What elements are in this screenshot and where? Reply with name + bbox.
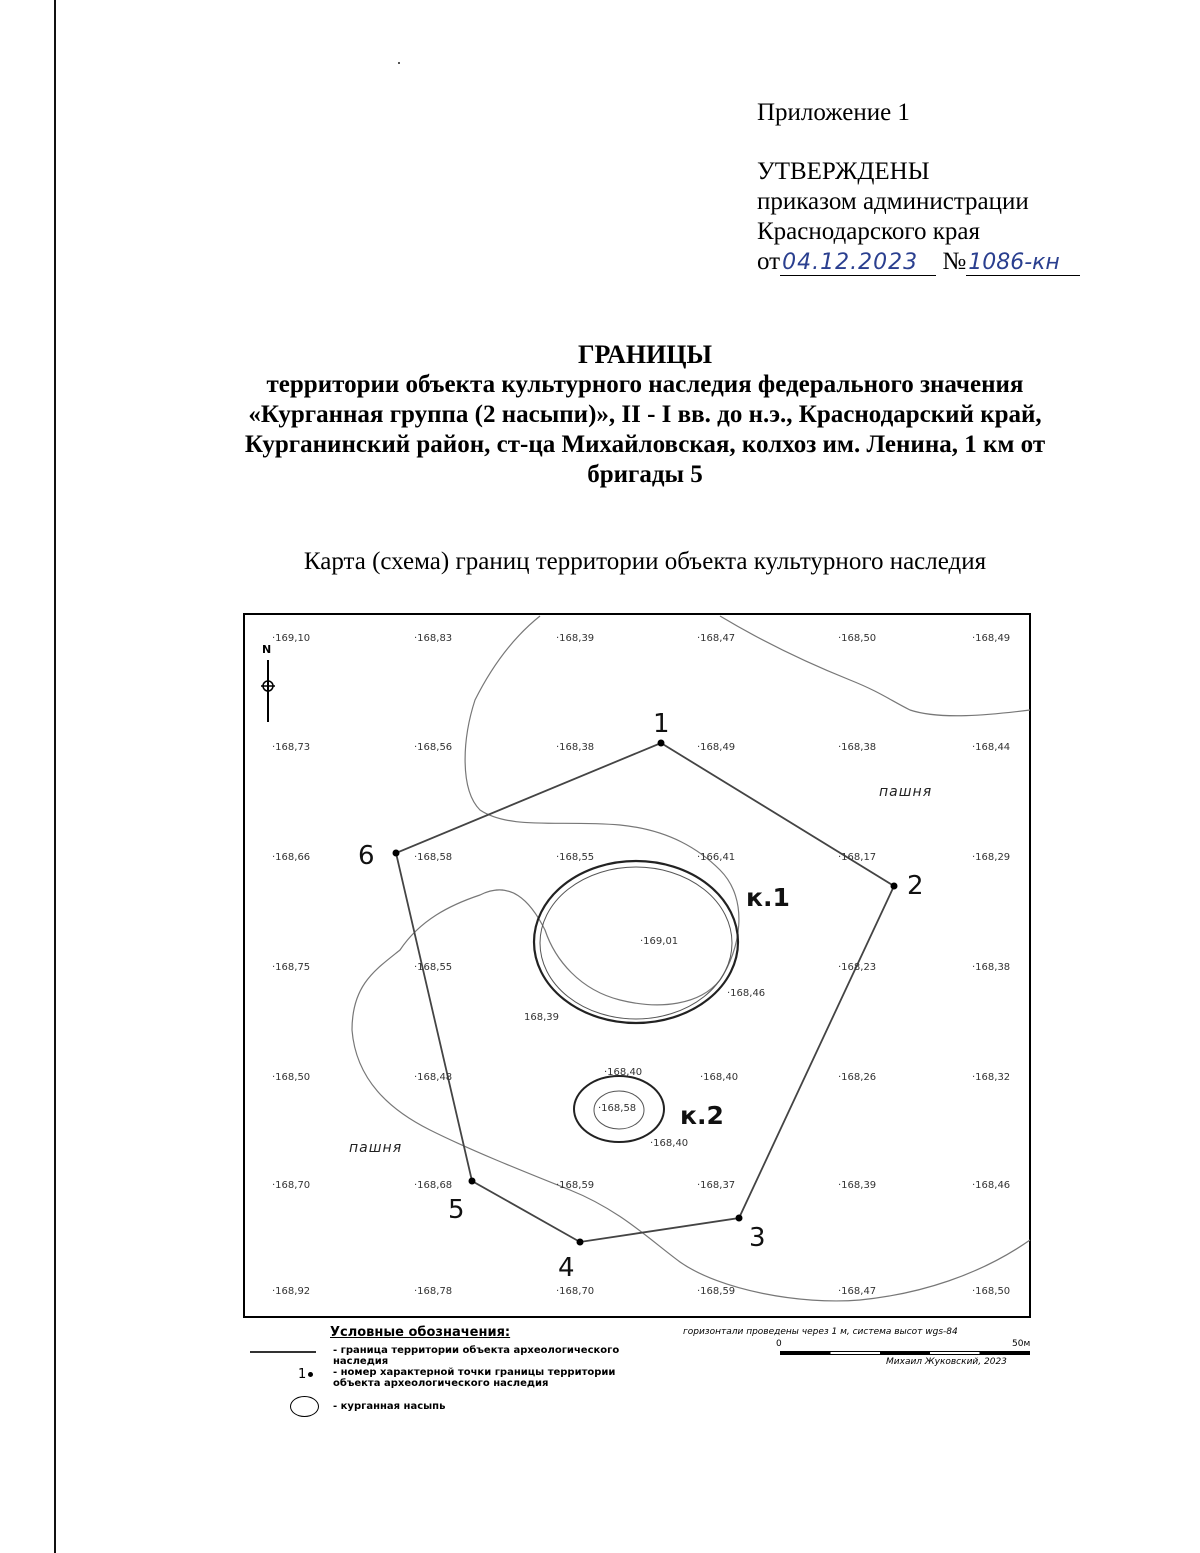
boundary-points: [358, 709, 924, 1283]
title-line-3: «Курганная группа (2 насыпи)», II - I вв. до н.э., Краснодарский край,: [248, 401, 1042, 428]
map-subtitle: Карта (схема) границ территории объекта культурного наследия: [303, 548, 987, 575]
elevation-mark: ·166,41: [697, 852, 736, 863]
elevation-mark: ·168,50: [272, 1072, 311, 1083]
title-line-4: Курганинский район, ст-ца Михайловская, колхоз им. Ленина, 1 км от: [244, 431, 1046, 458]
elevation-mark: ·168,68: [414, 1180, 453, 1191]
elevation-mark: ·168,66: [272, 852, 311, 863]
boundary-point-number: 5: [448, 1195, 465, 1225]
elevation-mark: ·168,83: [414, 633, 453, 644]
contour-line: [720, 616, 1030, 716]
handwritten-date: 04.12.2023: [780, 251, 936, 276]
elevation-mark: ·168,32: [972, 1072, 1011, 1083]
approved-label: УТВЕРЖДЕНЫ: [757, 158, 930, 185]
elevation-mark: 168,39: [524, 1012, 559, 1023]
mound-1-inner: [540, 867, 732, 1019]
elevation-grid: [272, 633, 1010, 1297]
elevation-mark: ·168,55: [414, 962, 453, 973]
mound-1-outer: [534, 861, 738, 1023]
elevation-mark: ·168,48: [414, 1072, 453, 1083]
elevation-mark: ·168,38: [972, 962, 1011, 973]
elevation-mark: ·168,58: [414, 852, 453, 863]
north-label: N: [262, 643, 272, 656]
elevation-mark: ·168,39: [838, 1180, 877, 1191]
boundary-point-marker: [393, 850, 400, 857]
boundary-point-marker: [469, 1178, 476, 1185]
elevation-mark: ·168,44: [972, 742, 1011, 753]
contour-note: горизонтали проведены через 1 м, система высот wgs-84: [683, 1327, 958, 1337]
boundary-point-marker: [891, 883, 898, 890]
legend-boundary-symbol: [250, 1351, 316, 1353]
territory-boundary: [396, 743, 894, 1242]
elevation-mark: ·168,75: [272, 962, 311, 973]
scale-max: 50м: [1012, 1339, 1031, 1349]
elevation-mark: ·168,47: [838, 1286, 877, 1297]
boundary-point-number: 3: [749, 1223, 766, 1253]
mound-1-label: к.1: [746, 883, 790, 912]
elevation-mark: ·168,50: [972, 1286, 1011, 1297]
elevation-mark: ·168,49: [697, 742, 736, 753]
elevation-mark: ·168,70: [556, 1286, 595, 1297]
elevation-mark: ·168,37: [697, 1180, 736, 1191]
legend-mound-text: - курганная насыпь: [333, 1401, 446, 1412]
boundary-point-marker: [577, 1239, 584, 1246]
elevation-mark: ·168,38: [838, 742, 877, 753]
elevation-mark: ·168,49: [972, 633, 1011, 644]
legend-point-text: - номер характерной точки границы территории объекта археологического наследия: [333, 1367, 616, 1389]
boundary-point-marker: [658, 740, 665, 747]
elevation-mark: ·169,10: [272, 633, 311, 644]
legend-title: Условные обозначения:: [330, 1325, 511, 1340]
boundary-point-number: 2: [907, 871, 924, 901]
map-author: Михаил Жуковский, 2023: [886, 1357, 1007, 1367]
from-label: от: [757, 248, 781, 275]
elevation-mark: ·168,40: [650, 1138, 689, 1149]
elevation-mark: ·168,46: [972, 1180, 1011, 1191]
legend-boundary-text: - граница территории объекта археологического наследия: [333, 1345, 620, 1367]
elevation-mark: ·168,59: [556, 1180, 595, 1191]
title-line-2: территории объекта культурного наследия федерального значения: [266, 371, 1024, 398]
elevation-mark: ·168,39: [556, 633, 595, 644]
elevation-mark: ·168,29: [972, 852, 1011, 863]
handwritten-number: 1086-кн: [966, 251, 1080, 276]
elevation-mark: ·168,59: [697, 1286, 736, 1297]
order-line-2: Краснодарского края: [757, 218, 980, 245]
elevation-mark: ·169,01: [640, 936, 679, 947]
land-label-arable: пашня: [879, 784, 933, 800]
elevation-mark: ·168,17: [838, 852, 877, 863]
boundary-point-number: 6: [358, 841, 375, 871]
elevation-mark: ·168,38: [556, 742, 595, 753]
elevation-mark: ·168,92: [272, 1286, 311, 1297]
title-line-1: ГРАНИЦЫ: [577, 340, 713, 369]
legend-mound-symbol: [290, 1396, 319, 1417]
scale-zero: 0: [776, 1339, 782, 1349]
boundary-point-number: 1: [653, 709, 670, 739]
order-line-1: приказом администрации: [757, 188, 1029, 215]
elevation-mark: ·168,56: [414, 742, 453, 753]
elevation-mark: ·168,46: [727, 988, 766, 999]
elevation-mark: ·168,78: [414, 1286, 453, 1297]
elevation-mark: ·168,73: [272, 742, 311, 753]
legend-point-number: 1: [298, 1367, 307, 1382]
elevation-mark: ·168,40: [604, 1067, 643, 1078]
elevation-mark: ·168,23: [838, 962, 877, 973]
north-arrow-icon: [261, 643, 275, 722]
elevation-mark: ·168,55: [556, 852, 595, 863]
appendix-label: Приложение 1: [757, 99, 910, 126]
boundary-point-marker: [736, 1215, 743, 1222]
boundary-point-number: 4: [558, 1253, 575, 1283]
elevation-mark: ·168,50: [838, 633, 877, 644]
scale-bar: [780, 1351, 1030, 1355]
elevation-mark: ·168,40: [700, 1072, 739, 1083]
title-line-5: бригады 5: [587, 461, 703, 488]
number-label: №: [942, 248, 967, 275]
elevation-mark: ·168,47: [697, 633, 736, 644]
elevation-mark: ·168,26: [838, 1072, 877, 1083]
legend-point-symbol: [298, 1367, 313, 1382]
map-frame: [244, 614, 1030, 1317]
land-label-arable: пашня: [349, 1140, 403, 1156]
mound-2-label: к.2: [680, 1101, 724, 1130]
elevation-mark: ·168,58: [598, 1103, 637, 1114]
elevation-mark: ·168,70: [272, 1180, 311, 1191]
